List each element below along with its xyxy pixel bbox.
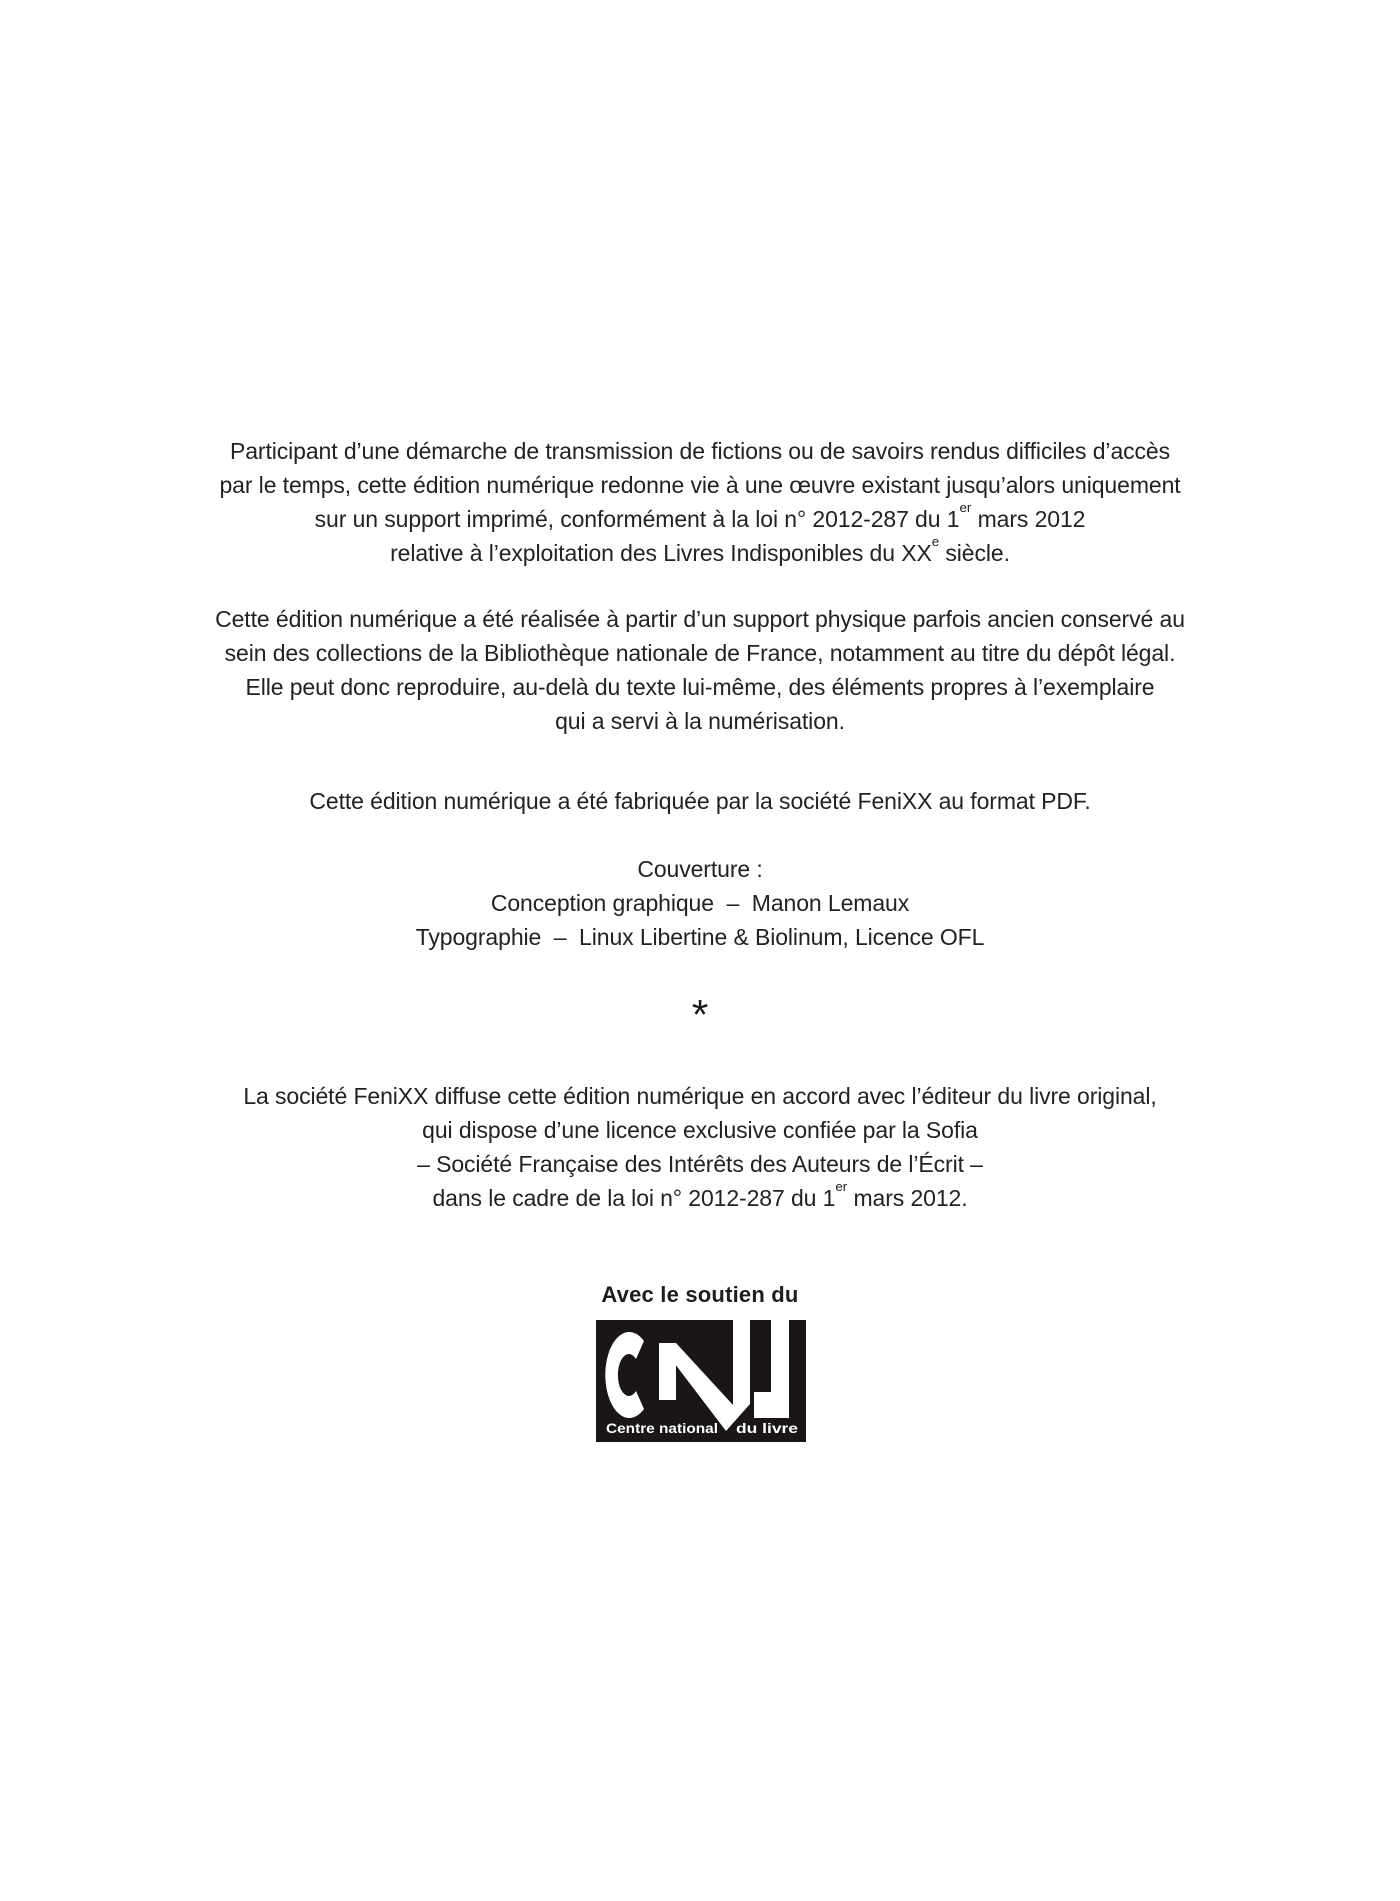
text-line: Conception graphique – Manon Lemaux [490,890,910,916]
text-line: sein des collections de la Bibliothèque nationale de France, notamment au titre du dépôt légal. [224,640,1176,666]
cnl-support-text: Avec le soutien du [601,1282,799,1307]
cnl-logo [596,1320,806,1442]
cnl-caption-left: Centre national [606,1420,718,1436]
paragraph-couverture-credits [0,852,1400,954]
text-line: relative à l’exploitation des Livres Indisponibles du XXe siècle. [390,534,1010,566]
text-line: Cette édition numérique a été fabriquée par la société FeniXX au format PDF. [309,788,1091,814]
text-line: dans le cadre de la loi n° 2012-287 du 1er mars 2012. [432,1179,968,1211]
text-line: qui dispose d’une licence exclusive confiée par la Sofia [422,1117,978,1143]
text-line: – Société Française des Intérêts des Auteurs de l’Écrit – [417,1151,983,1177]
text-line: Participant d’une démarche de transmission de fictions ou de savoirs rendus difficiles d’accès [229,438,1171,464]
text-line: Elle peut donc reproduire, au-delà du texte lui-même, des éléments propres à l’exemplaire [245,674,1155,700]
cnl-caption-right: du livre [736,1420,799,1436]
text-line: sur un support imprimé, conformément à la loi n° 2012-287 du 1er mars 2012 [314,500,1086,532]
text-line: Couverture : [637,856,763,882]
text-line: La société FeniXX diffuse cette édition numérique en accord avec l’éditeur du livre original, [243,1083,1157,1109]
paragraph-diffusion-sofia [0,1079,1400,1215]
paragraph-fenixx-pdf [0,784,1400,818]
asterisk-separator: * [691,991,709,1038]
text-line: par le temps, cette édition numérique redonne vie à une œuvre existant jusqu’alors uniquement [219,472,1181,498]
text-line: qui a servi à la numérisation. [555,708,845,734]
paragraph-bnf-source [0,602,1400,738]
paragraph-transmission-legal [0,434,1400,570]
text-line: Cette édition numérique a été réalisée à partir d’un support physique parfois ancien conservé au [215,606,1185,632]
text-line: Typographie – Linux Libertine & Biolinum, Licence OFL [415,924,985,950]
